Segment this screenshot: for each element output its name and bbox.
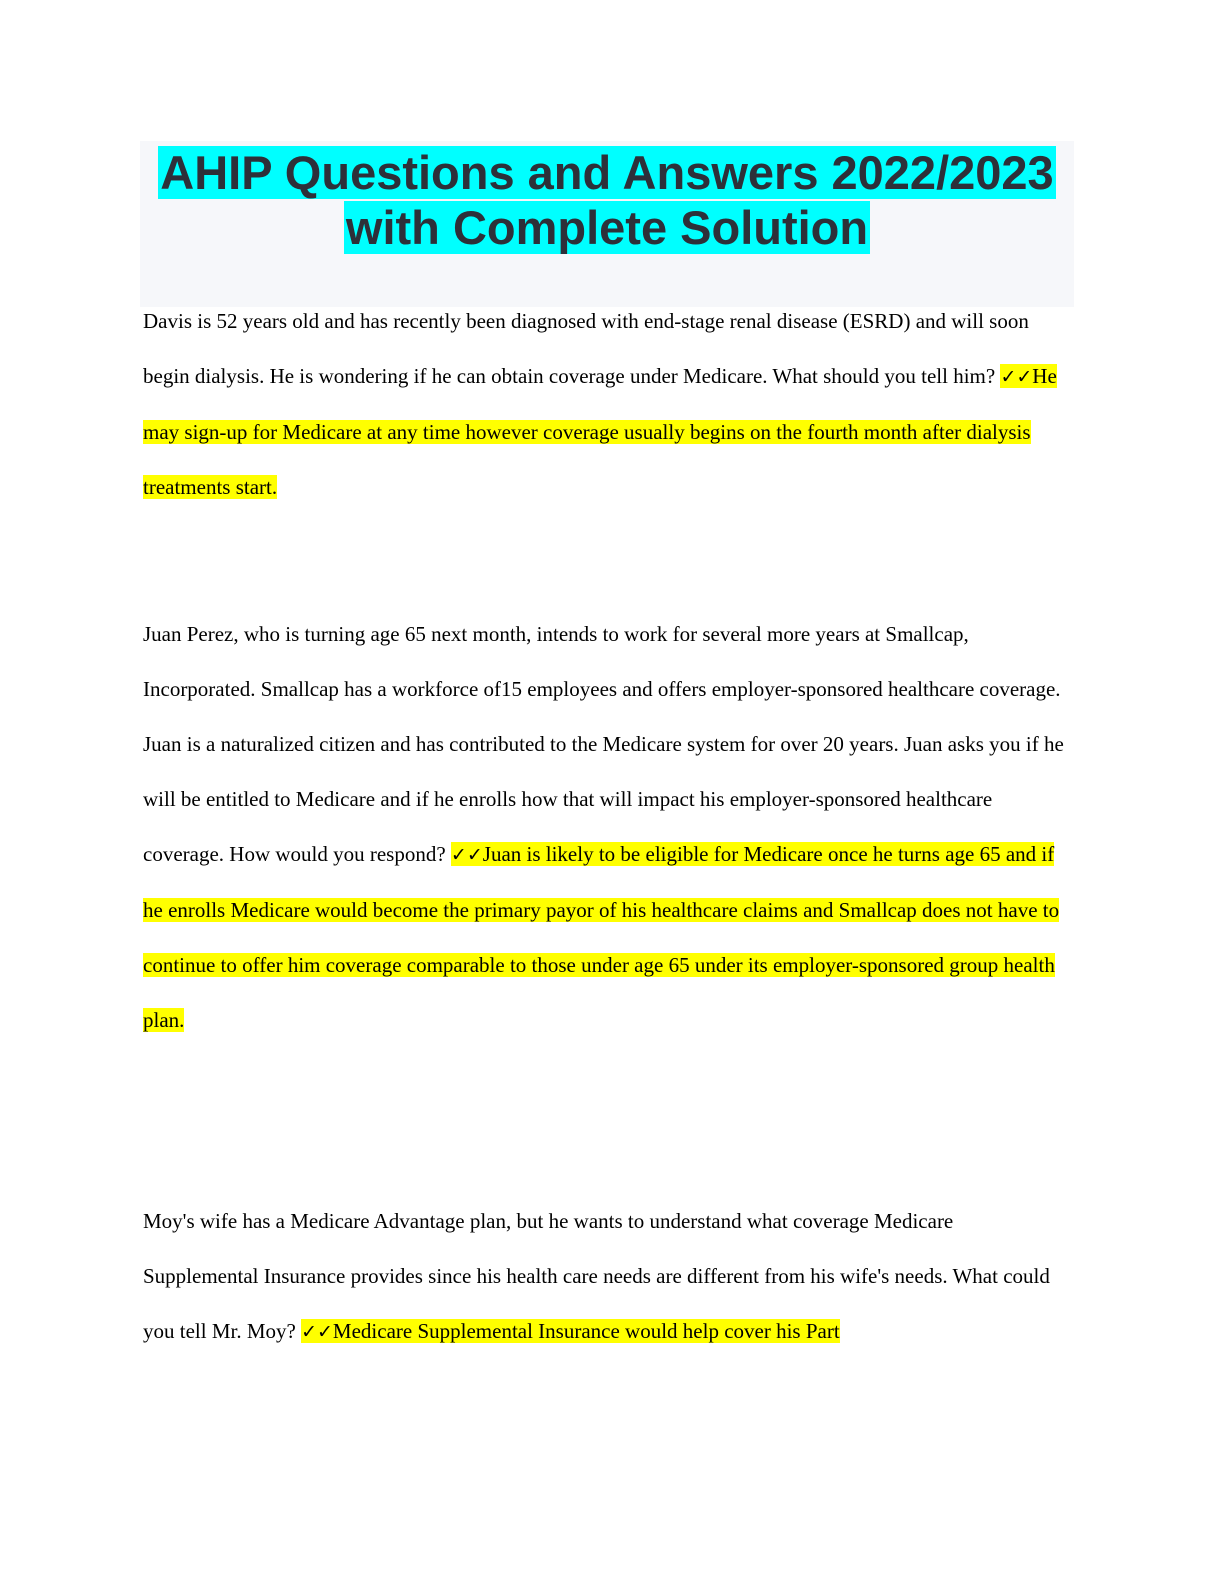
title-line-1: AHIP Questions and Answers 2022/2023: [160, 146, 1054, 199]
double-check-icon: ✓✓: [1000, 366, 1033, 388]
qa-item-2: [143, 607, 1073, 1048]
answer-highlight: [143, 842, 1059, 1032]
double-check-icon: ✓✓: [301, 1321, 333, 1343]
title-box: [140, 141, 1074, 307]
answer-text: Juan is likely to be eligible for Medicare once he turns age 65 and if he enrolls Medicare would become the primary payor of his healthcare claims and Smallcap does not have to continue to offer him coverage comparable to those under age 65 under its employer-sponsored group health plan.: [143, 842, 1060, 1032]
question-text: Moy's wife has a Medicare Advantage plan, but he wants to understand what coverage Medicare Supplemental Insurance provides since his health care needs are different from his wife's needs. What could you tell Mr. Moy?: [143, 1209, 1050, 1343]
page-title: [140, 145, 1074, 255]
qa-item-3: [143, 1194, 1073, 1360]
question-text: Juan Perez, who is turning age 65 next month, intends to work for several more years at Smallcap, Incorporated. Smallcap has a workforce of15 employees and offers employer-sponsored healthcare coverage. Juan is a naturalized citizen and has contributed to the Medicare system for over 20 years. Juan asks you if he will be entitled to Medicare and if he enrolls how that will impact his employer-sponsored healthcare coverage. How would you respond?: [143, 622, 1064, 866]
answer-text: He may sign-up for Medicare at any time however coverage usually begins on the fourth month after dialysis treatments start.: [143, 364, 1057, 499]
title-line-2: with Complete Solution: [345, 201, 869, 254]
qa-item-1: [143, 294, 1073, 515]
double-check-icon: ✓✓: [450, 844, 483, 866]
answer-highlight: [301, 1319, 840, 1343]
question-text: Davis is 52 years old and has recently been diagnosed with end-stage renal disease (ESRD) and will soon begin dialysis. He is wondering if he can obtain coverage under Medicare. What should you tell him?: [143, 309, 1029, 388]
answer-text: Medicare Supplemental Insurance would help cover his Part: [332, 1319, 840, 1343]
